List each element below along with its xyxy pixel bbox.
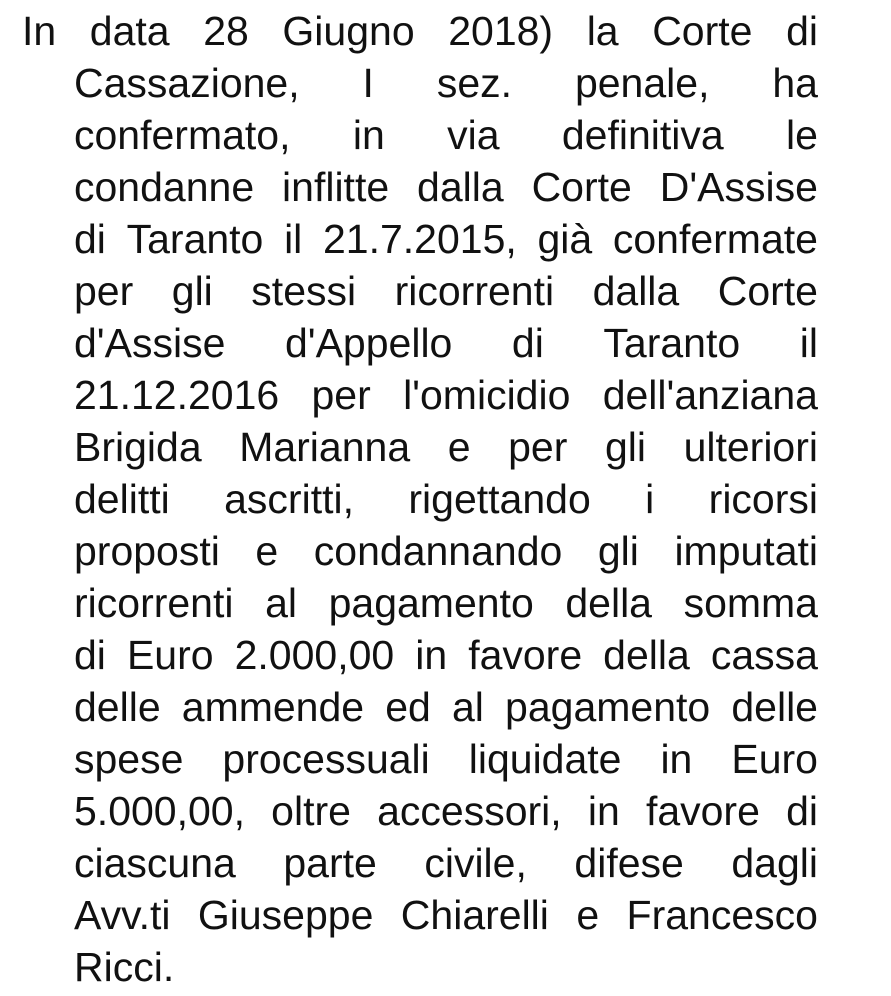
word: il (284, 216, 303, 262)
word: di (74, 632, 106, 678)
word: ricorsi (708, 476, 818, 522)
word: parte (283, 840, 377, 886)
word: per (311, 372, 371, 418)
word: già (537, 216, 593, 262)
word: ricorrenti (74, 580, 234, 626)
paragraph-line (74, 370, 818, 420)
word: Ricci. (74, 944, 175, 990)
paragraph-line (74, 890, 818, 940)
word: somma (683, 580, 818, 626)
word: ha (772, 60, 818, 106)
paragraph-line (74, 682, 818, 732)
word: Euro (731, 736, 818, 782)
word: favore (468, 632, 583, 678)
word: il (799, 320, 818, 366)
word: gli (604, 424, 646, 470)
word: d'Appello (284, 320, 453, 366)
word: Chiarelli (400, 892, 549, 938)
word: dalla (592, 268, 680, 314)
word: in (415, 632, 448, 678)
word: e (576, 892, 600, 938)
paragraph-line (74, 162, 818, 212)
word: proposti (74, 528, 220, 574)
word: definitiva (561, 112, 724, 158)
word: I (362, 60, 374, 106)
word: ed (385, 684, 431, 730)
word: dagli (731, 840, 818, 886)
word: accessori, (377, 788, 562, 834)
paragraph-line (74, 630, 818, 680)
word: di (74, 216, 106, 262)
word: di (786, 8, 818, 54)
word: delle (731, 684, 818, 730)
word: ammende (181, 684, 365, 730)
word: Taranto (603, 320, 741, 366)
word: difese (574, 840, 684, 886)
word: in (352, 112, 385, 158)
word: 2.000,00 (234, 632, 395, 678)
word: condanne (74, 164, 255, 210)
word: in (660, 736, 693, 782)
paragraph-line (74, 318, 818, 368)
word: al (265, 580, 297, 626)
word: data (89, 8, 170, 54)
word: della (603, 632, 690, 678)
word: D'Assise (659, 164, 818, 210)
word: pagamento (328, 580, 534, 626)
word: favore (645, 788, 760, 834)
word: condannando (313, 528, 563, 574)
word: la (586, 8, 619, 54)
word: l'omicidio (403, 372, 571, 418)
word: di (511, 320, 544, 366)
word: dalla (417, 164, 504, 210)
word: ciascuna (74, 840, 236, 886)
word: delitti (74, 476, 170, 522)
word: 5.000,00, (74, 788, 245, 834)
word: per (74, 268, 134, 314)
word: Taranto (126, 216, 264, 262)
word: Marianna (239, 424, 411, 470)
word: Giuseppe (197, 892, 374, 938)
word: gli (597, 528, 639, 574)
word: cassa (710, 632, 818, 678)
word: 21.7.2015, (322, 216, 517, 262)
paragraph-line (22, 6, 818, 56)
word: per (508, 424, 568, 470)
word: e (447, 424, 471, 470)
word: inflitte (282, 164, 390, 210)
word: al (451, 684, 484, 730)
word: di (786, 788, 818, 834)
paragraph-line (74, 786, 818, 836)
paragraph-line (74, 214, 818, 264)
paragraph-line (74, 578, 818, 628)
word: oltre (271, 788, 351, 834)
word: Avv.ti (74, 892, 171, 938)
word: confermate (612, 216, 818, 262)
word: della (565, 580, 652, 626)
word: dell'anziana (602, 372, 818, 418)
word: Corte (652, 8, 753, 54)
paragraph-line (74, 422, 818, 472)
word: le (786, 112, 818, 158)
paragraph-line (74, 266, 818, 316)
word: penale, (574, 60, 710, 106)
word: Euro (126, 632, 214, 678)
word: 21.12.2016 (74, 372, 280, 418)
word: confermato, (74, 112, 291, 158)
paragraph-line (74, 838, 818, 888)
word: Cassazione, (74, 60, 300, 106)
word: rigettando (408, 476, 591, 522)
word: ricorrenti (394, 268, 555, 314)
word: delle (74, 684, 161, 730)
word: ulteriori (683, 424, 818, 470)
word: ascritti, (224, 476, 354, 522)
word: in (587, 788, 620, 834)
word: Francesco (626, 892, 818, 938)
word: spese (74, 736, 184, 782)
word: Corte (531, 164, 632, 210)
word: Giugno (282, 8, 415, 54)
word: Brigida (74, 424, 202, 470)
word: sez. (436, 60, 513, 106)
word: 28 (203, 8, 249, 54)
word: In (22, 8, 57, 54)
word: 2018) (448, 8, 554, 54)
word: civile, (424, 840, 527, 886)
word: Corte (717, 268, 818, 314)
word: pagamento (505, 684, 711, 730)
word: stessi (251, 268, 357, 314)
paragraph-line (74, 474, 818, 524)
word: processuali (222, 736, 430, 782)
word: i (645, 476, 655, 522)
paragraph-line (74, 942, 818, 992)
word: d'Assise (74, 320, 226, 366)
word: gli (171, 268, 213, 314)
paragraph-line (74, 58, 818, 108)
word: imputati (674, 528, 818, 574)
word: liquidate (468, 736, 622, 782)
paragraph-line (74, 110, 818, 160)
word: via (447, 112, 500, 158)
word: e (255, 528, 279, 574)
paragraph-line (74, 526, 818, 576)
paragraph-line (74, 734, 818, 784)
